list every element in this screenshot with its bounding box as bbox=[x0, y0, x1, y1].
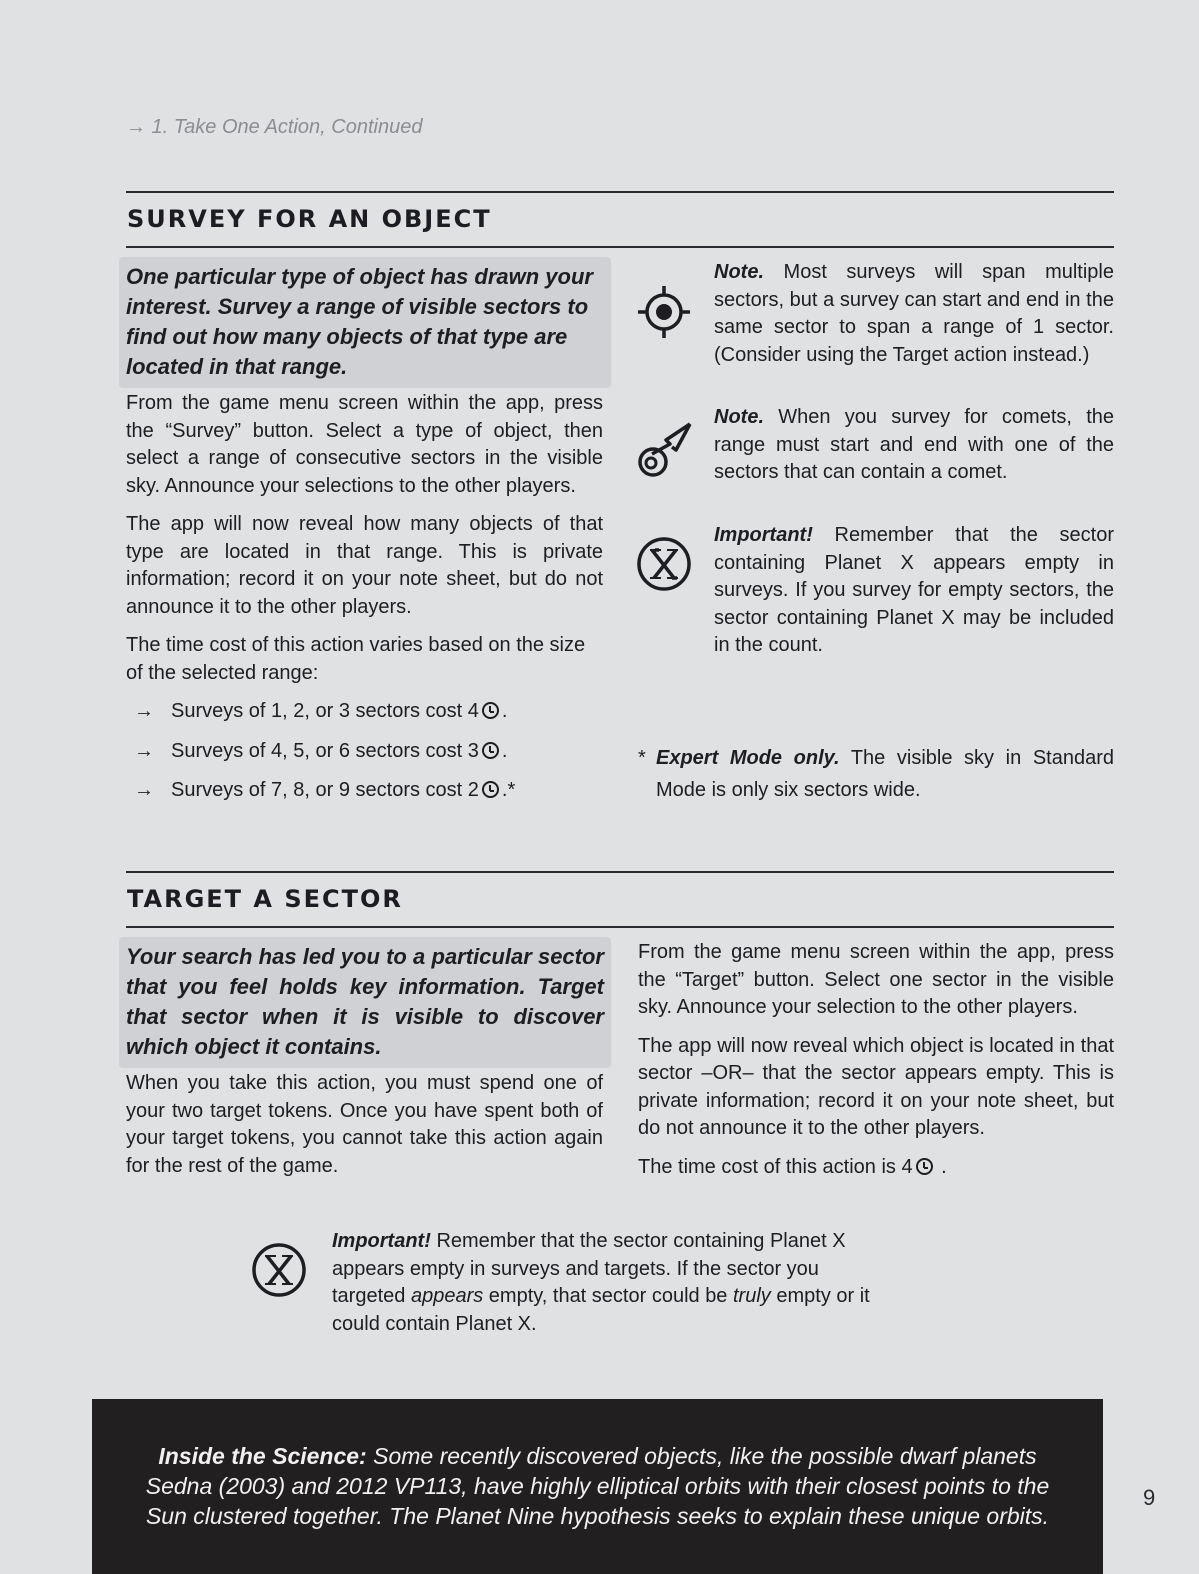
footnote-star: * bbox=[638, 747, 646, 769]
target-paragraph: When you take this action, you must spend one of your two target tokens. Once you have spent both of your target tokens, you cannot take this action again for the rest of the game. bbox=[126, 1072, 603, 1177]
list-item-suffix: . bbox=[501, 700, 508, 722]
banner-text: Sun clustered together. The Planet Nine hypothesis seeks to explain these unique orbits. bbox=[145, 1503, 1050, 1529]
crosshair-icon bbox=[636, 284, 692, 340]
target-important-note bbox=[332, 1228, 892, 1338]
clock-icon bbox=[916, 1158, 933, 1175]
list-item-text: Surveys of 7, 8, or 9 sectors cost 2 bbox=[171, 779, 479, 801]
note-emphasis: truly bbox=[733, 1285, 771, 1307]
target-right-column bbox=[638, 939, 1114, 1192]
survey-intro-box: One particular type of object has drawn your interest. Survey a range of visible sectors to find out how many objects of that type are located in that range. bbox=[119, 257, 611, 388]
list-item-suffix: . bbox=[501, 739, 508, 762]
survey-note-comets bbox=[714, 404, 1114, 487]
note-label: Note. bbox=[714, 406, 764, 428]
note-body: Most surveys will span multiple sectors, but a survey can start and end in the same sector to span a range of 1 sector. (Consider using the Target action instead.) bbox=[714, 261, 1114, 366]
survey-paragraph: The time cost of this action varies based on the size of the selected range: bbox=[126, 634, 586, 684]
survey-note-planet-x bbox=[714, 522, 1114, 660]
note-body: empty or it could contain Planet X. bbox=[332, 1285, 870, 1335]
survey-note-range bbox=[714, 259, 1114, 369]
target-section-title: TARGET A SECTOR bbox=[127, 885, 403, 913]
planet-x-icon bbox=[251, 1242, 307, 1298]
target-paragraph: The app will now reveal which object is located in that sector –OR– that the sector appears empty. This is private information; record it on your note sheet, but do not announce it to the other players. bbox=[638, 1034, 1114, 1139]
list-item-text: Surveys of 4, 5, or 6 sectors cost 3 bbox=[171, 739, 479, 762]
survey-paragraph: From the game menu screen within the app, press the “Survey” button. Select a type of object, then select a range of consecutive sectors in the visible sky. Announce your selections to the other players. bbox=[126, 392, 603, 497]
time-cost-text: The time cost of this action is 4 bbox=[638, 1155, 913, 1178]
banner-label: Inside the Science: bbox=[158, 1443, 367, 1469]
section-rule-bottom bbox=[126, 926, 1114, 928]
footnote-body: The visible sky in Standard Mode is only six sectors wide. bbox=[656, 747, 1114, 801]
note-emphasis: appears bbox=[410, 1285, 484, 1307]
list-item-text: Surveys of 1, 2, or 3 sectors cost 4 bbox=[171, 700, 479, 722]
clock-icon bbox=[482, 781, 499, 798]
target-paragraph: From the game menu screen within the app, press the “Target” button. Select one sector in the visible sky. Announce your selection to the other players. bbox=[638, 941, 1114, 1018]
list-item-suffix: .* bbox=[501, 779, 516, 801]
section-rule-bottom bbox=[126, 246, 1114, 248]
page-number: 9 bbox=[1143, 1485, 1156, 1510]
list-item bbox=[126, 698, 603, 726]
target-time-cost bbox=[638, 1154, 1114, 1182]
planet-x-icon bbox=[636, 536, 692, 592]
arrow-icon: → bbox=[134, 779, 154, 801]
banner-text: Some recently discovered objects, like the possible dwarf planets bbox=[366, 1443, 1037, 1469]
banner-text: Sedna (2003) and 2012 VP113, have highly elliptical orbits with their closest points to the bbox=[145, 1473, 1050, 1499]
section-rule-top bbox=[126, 871, 1114, 873]
arrow-icon: → bbox=[134, 700, 154, 722]
list-item bbox=[126, 738, 603, 766]
note-body: Remember that the sector containing Planet X appears empty in surveys. If you survey for empty sectors, the sector containing Planet X may be included in the count. bbox=[714, 524, 1114, 656]
survey-section-title: SURVEY FOR AN OBJECT bbox=[127, 205, 492, 233]
survey-cost-list bbox=[126, 698, 603, 805]
note-label: Note. bbox=[714, 261, 764, 283]
expert-mode-footnote bbox=[638, 742, 1114, 806]
comet-icon bbox=[636, 420, 694, 480]
survey-left-column bbox=[126, 390, 603, 817]
arrow-icon: → bbox=[134, 739, 154, 762]
section-rule-top bbox=[126, 191, 1114, 193]
continued-heading: → 1. Take One Action, Continued bbox=[126, 116, 423, 138]
inside-the-science-banner bbox=[92, 1399, 1103, 1574]
target-left-column bbox=[126, 1070, 603, 1191]
list-item bbox=[126, 777, 603, 805]
note-body: empty, that sector could be bbox=[483, 1285, 733, 1307]
survey-paragraph: The app will now reveal how many objects of that type are located in that range. This is private information; record it on your note sheet, but do not announce it to the other players. bbox=[126, 513, 603, 618]
note-body: When you survey for comets, the range must start and end with one of the sectors that can contain a comet. bbox=[714, 406, 1114, 483]
time-cost-suffix: . bbox=[941, 1155, 947, 1178]
clock-icon bbox=[482, 742, 499, 759]
footnote-label: Expert Mode only. bbox=[656, 747, 840, 769]
note-label: Important! bbox=[332, 1230, 431, 1252]
note-body: Remember that the sector containing Planet X appears empty in surveys and targets. If the sector you targeted bbox=[332, 1230, 846, 1307]
target-intro-box: Your search has led you to a particular sector that you feel holds key information. Target that sector when it is visible to discover which object it contains. bbox=[119, 937, 611, 1068]
clock-icon bbox=[482, 702, 499, 719]
note-label: Important! bbox=[714, 524, 813, 546]
